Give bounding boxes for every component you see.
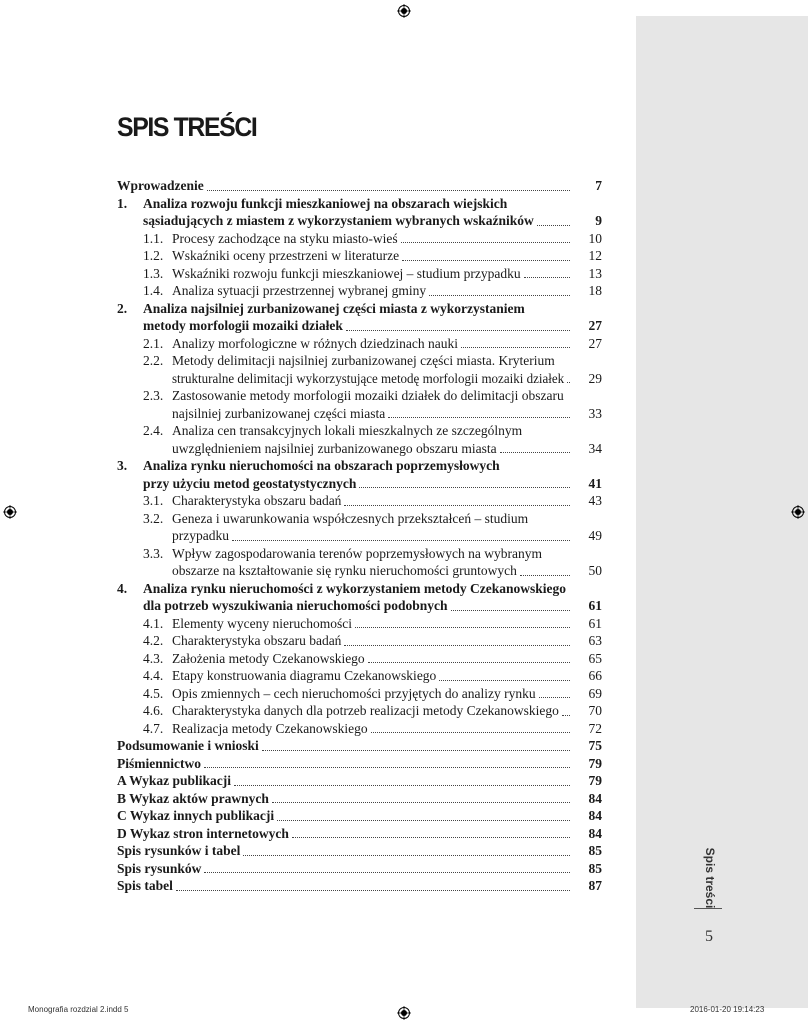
toc-entry[interactable] bbox=[117, 650, 602, 668]
toc-entry-title: metody morfologii mozaiki działek bbox=[143, 318, 343, 333]
dot-leader bbox=[524, 276, 570, 278]
dot-leader bbox=[439, 679, 570, 681]
dot-leader bbox=[232, 539, 570, 541]
page-number: 5 bbox=[705, 928, 713, 945]
toc-entry-page: 65 bbox=[588, 650, 602, 666]
toc-entry-title: Wpływ zagospodarowania terenów poprzemysłowych na wybranym bbox=[172, 545, 543, 561]
toc-entry-number: 2.3. bbox=[143, 388, 164, 403]
dot-leader bbox=[207, 189, 570, 191]
toc-entry-title: Wskaźniki oceny przestrzeni w literaturze bbox=[172, 248, 400, 263]
toc-entry-title: Analizy morfologiczne w różnych dziedzinach nauki bbox=[172, 335, 459, 351]
toc-entry-title: Podsumowanie i wnioski bbox=[117, 738, 259, 753]
toc-entry-page: 10 bbox=[588, 230, 602, 246]
toc-entry[interactable] bbox=[117, 440, 602, 458]
dot-leader bbox=[539, 696, 570, 698]
toc-entry[interactable] bbox=[117, 877, 602, 895]
toc-entry-page: 61 bbox=[588, 615, 602, 631]
registration-mark-icon bbox=[791, 505, 805, 519]
toc-entry-title: najsilniej zurbanizowanej części miasta bbox=[172, 405, 386, 421]
toc-entry[interactable] bbox=[117, 790, 602, 808]
toc-entry-title: dla potrzeb wyszukiwania nieruchomości podobnych bbox=[143, 598, 448, 613]
toc-entry[interactable] bbox=[117, 230, 602, 248]
toc-entry-title: A Wykaz publikacji bbox=[117, 773, 232, 788]
toc-entry-number: 4. bbox=[117, 580, 128, 596]
toc-entry[interactable] bbox=[117, 702, 602, 720]
dot-leader bbox=[388, 416, 570, 418]
toc-entry-page: 72 bbox=[588, 720, 602, 736]
dot-leader bbox=[500, 451, 570, 453]
toc-entry-number: 4.7. bbox=[143, 720, 164, 736]
dot-leader bbox=[204, 766, 570, 768]
toc-entry-number: 3.1. bbox=[143, 493, 164, 508]
toc-entry-page: 13 bbox=[588, 265, 602, 281]
dot-leader bbox=[401, 241, 570, 243]
toc-entry-page: 12 bbox=[588, 248, 602, 263]
toc-entry-number: 4.2. bbox=[143, 633, 164, 648]
toc-entry[interactable] bbox=[117, 825, 602, 843]
dot-leader bbox=[451, 609, 570, 611]
toc-entry-page: 50 bbox=[588, 563, 602, 578]
dot-leader bbox=[520, 574, 570, 576]
toc-entry[interactable] bbox=[117, 807, 602, 825]
footer-timestamp: 2016-01-20 19:14:23 bbox=[690, 1005, 765, 1014]
dot-leader bbox=[359, 486, 570, 488]
toc-entry[interactable] bbox=[117, 212, 602, 230]
toc-entry-title: obszarze na kształtowanie się rynku nieruchomości gruntowych bbox=[172, 563, 517, 578]
toc-entry[interactable] bbox=[117, 317, 602, 335]
toc-entry-title: uwzględnieniem najsilniej zurbanizowanego obszaru miasta bbox=[172, 440, 497, 456]
dot-leader bbox=[346, 329, 570, 331]
dot-leader bbox=[277, 819, 570, 821]
toc-entry-title: B Wykaz aktów prawnych bbox=[117, 790, 269, 806]
toc-entry[interactable] bbox=[117, 475, 602, 493]
toc-entry[interactable] bbox=[117, 562, 602, 580]
toc-entry-title: Opis zmiennych – cech nieruchomości przyjętych do analizy rynku bbox=[172, 685, 536, 701]
toc-entry-page: 69 bbox=[588, 685, 602, 701]
toc-entry[interactable] bbox=[117, 370, 602, 388]
registration-mark-icon bbox=[3, 505, 17, 519]
toc-entry-title: Analiza rynku nieruchomości na obszarach poprzemysłowych bbox=[143, 458, 500, 473]
toc-entry-title: Analiza najsilniej zurbanizowanej części miasta z wykorzystaniem bbox=[143, 300, 525, 316]
toc-entry-page: 29 bbox=[588, 370, 602, 386]
page-title: SPIS TREŚCI bbox=[117, 112, 257, 142]
toc-entry-page: 63 bbox=[588, 633, 602, 648]
toc-entry-page: 18 bbox=[588, 283, 602, 298]
toc-entry[interactable] bbox=[117, 737, 602, 755]
toc-entry-number: 4.1. bbox=[143, 615, 164, 631]
sidebar-label-text: Spis treści bbox=[703, 847, 717, 909]
toc-entry[interactable] bbox=[117, 527, 602, 545]
toc-entry[interactable] bbox=[117, 335, 602, 353]
dot-leader bbox=[429, 294, 570, 296]
toc-entry-page: 85 bbox=[588, 860, 602, 876]
footer-file-name: Monografia rozdzial 2.indd 5 bbox=[28, 1005, 129, 1014]
toc-entry-title: Realizacja metody Czekanowskiego bbox=[172, 720, 368, 736]
toc-entry[interactable] bbox=[117, 580, 602, 598]
toc-entry[interactable] bbox=[117, 755, 602, 773]
toc-entry[interactable] bbox=[117, 772, 602, 790]
dot-leader bbox=[461, 346, 570, 348]
table-of-contents bbox=[117, 177, 602, 895]
toc-entry-number: 3. bbox=[117, 458, 128, 473]
toc-entry[interactable] bbox=[117, 615, 602, 633]
toc-entry-title: przypadku bbox=[172, 528, 229, 543]
page-sidebar bbox=[636, 16, 808, 1008]
dot-leader bbox=[272, 801, 570, 803]
toc-entry[interactable] bbox=[117, 632, 602, 650]
toc-entry-page: 27 bbox=[588, 335, 602, 351]
toc-entry-number: 1. bbox=[117, 195, 128, 211]
toc-entry-title: sąsiadujących z miastem z wykorzystaniem wybranych wskaźników bbox=[143, 213, 534, 228]
toc-entry[interactable] bbox=[117, 457, 602, 475]
toc-entry-title: Spis rysunków i tabel bbox=[117, 843, 241, 858]
toc-entry-number: 4.3. bbox=[143, 650, 164, 666]
toc-entry-page: 70 bbox=[588, 703, 602, 718]
toc-entry-title: Elementy wyceny nieruchomości bbox=[172, 615, 352, 631]
toc-entry-page: 84 bbox=[588, 808, 602, 823]
toc-entry[interactable] bbox=[117, 300, 602, 318]
toc-entry-title: Spis rysunków bbox=[117, 860, 202, 876]
toc-entry[interactable] bbox=[117, 387, 602, 405]
toc-entry-page: 66 bbox=[588, 668, 602, 683]
toc-entry-title: Zastosowanie metody morfologii mozaiki działek do delimitacji obszaru bbox=[172, 388, 564, 403]
dot-leader bbox=[368, 661, 570, 663]
dot-leader bbox=[204, 871, 570, 873]
toc-entry-number: 2.4. bbox=[143, 423, 164, 438]
toc-entry-title: Spis tabel bbox=[117, 878, 173, 893]
dot-leader bbox=[344, 644, 570, 646]
dot-leader bbox=[567, 381, 570, 383]
registration-mark-icon bbox=[397, 4, 411, 18]
toc-entry-number: 1.3. bbox=[143, 265, 164, 281]
toc-entry[interactable] bbox=[117, 265, 602, 283]
toc-entry-page: 85 bbox=[588, 843, 602, 858]
toc-entry[interactable] bbox=[117, 667, 602, 685]
dot-leader bbox=[344, 504, 570, 506]
toc-entry-title: Etapy konstruowania diagramu Czekanowskiego bbox=[172, 668, 437, 683]
dot-leader bbox=[562, 714, 570, 716]
registration-mark-icon bbox=[397, 1006, 411, 1020]
toc-entry-number: 4.4. bbox=[143, 668, 164, 683]
toc-entry-number: 4.5. bbox=[143, 685, 164, 701]
toc-entry-title: Charakterystyka obszaru badań bbox=[172, 633, 342, 648]
toc-entry-page: 33 bbox=[588, 405, 602, 421]
toc-entry-title: Wprowadzenie bbox=[117, 178, 204, 193]
toc-entry-title: Analiza rynku nieruchomości z wykorzystaniem metody Czekanowskiego bbox=[143, 580, 566, 596]
toc-entry-number: 3.2. bbox=[143, 510, 164, 526]
dot-leader bbox=[262, 749, 570, 751]
toc-entry[interactable] bbox=[117, 510, 602, 528]
toc-entry[interactable] bbox=[117, 597, 602, 615]
toc-entry-title: Piśmiennictwo bbox=[117, 755, 201, 771]
toc-entry-page: 84 bbox=[588, 790, 602, 806]
toc-entry[interactable] bbox=[117, 860, 602, 878]
toc-entry[interactable] bbox=[117, 247, 602, 265]
toc-entry-page: 34 bbox=[588, 440, 602, 456]
toc-entry[interactable] bbox=[117, 842, 602, 860]
toc-entry[interactable] bbox=[117, 282, 602, 300]
toc-entry-page: 79 bbox=[588, 773, 602, 788]
toc-entry-page: 84 bbox=[588, 825, 602, 841]
dot-leader bbox=[243, 854, 570, 856]
sidebar-section-label bbox=[703, 847, 717, 909]
toc-entry-number: 1.4. bbox=[143, 283, 164, 298]
sidebar-divider bbox=[694, 908, 722, 909]
toc-entry-number: 2.1. bbox=[143, 335, 164, 351]
toc-entry-page: 75 bbox=[588, 738, 602, 753]
toc-entry-page: 61 bbox=[588, 598, 602, 613]
dot-leader bbox=[537, 224, 570, 226]
dot-leader bbox=[234, 784, 570, 786]
toc-entry[interactable] bbox=[117, 195, 602, 213]
toc-entry-page: 7 bbox=[595, 178, 602, 193]
toc-entry-page: 43 bbox=[588, 493, 602, 508]
dot-leader bbox=[292, 836, 570, 838]
toc-entry[interactable] bbox=[117, 177, 602, 195]
toc-entry-number: 2. bbox=[117, 300, 128, 316]
toc-entry-title: przy użyciu metod geostatystycznych bbox=[143, 475, 357, 491]
toc-entry[interactable] bbox=[117, 405, 602, 423]
toc-entry[interactable] bbox=[117, 352, 602, 370]
toc-entry-number: 4.6. bbox=[143, 703, 164, 718]
toc-entry-number: 1.1. bbox=[143, 230, 164, 246]
toc-entry-title: Charakterystyka obszaru badań bbox=[172, 493, 342, 508]
toc-entry[interactable] bbox=[117, 720, 602, 738]
dot-leader bbox=[402, 259, 570, 261]
toc-entry-title: C Wykaz innych publikacji bbox=[117, 808, 275, 823]
toc-entry-title: Charakterystyka danych dla potrzeb realizacji metody Czekanowskiego bbox=[172, 703, 559, 718]
toc-entry-title: D Wykaz stron internetowych bbox=[117, 825, 289, 841]
toc-entry[interactable] bbox=[117, 492, 602, 510]
dot-leader bbox=[371, 731, 570, 733]
dot-leader bbox=[355, 626, 570, 628]
dot-leader bbox=[176, 889, 570, 891]
toc-entry-page: 41 bbox=[588, 475, 602, 491]
toc-entry-title: Analiza sytuacji przestrzennej wybranej gminy bbox=[172, 283, 427, 298]
toc-entry-title: Założenia metody Czekanowskiego bbox=[172, 650, 365, 666]
toc-entry-title: Procesy zachodzące na styku miasto-wieś bbox=[172, 230, 398, 246]
toc-entry-number: 1.2. bbox=[143, 248, 164, 263]
toc-entry-title: Analiza cen transakcyjnych lokali mieszkalnych ze szczególnym bbox=[172, 423, 523, 438]
toc-entry-title: Metody delimitacji najsilniej zurbanizowanej części miasta. Kryterium bbox=[172, 353, 555, 368]
toc-entry-page: 49 bbox=[588, 528, 602, 543]
toc-entry-title: Analiza rozwoju funkcji mieszkaniowej na obszarach wiejskich bbox=[143, 195, 508, 211]
toc-entry-number: 3.3. bbox=[143, 545, 164, 561]
toc-entry-title: strukturalne delimitacji wykorzystujące metodę morfologii mozaiki działek bbox=[172, 370, 565, 386]
toc-entry[interactable] bbox=[117, 422, 602, 440]
toc-entry-title: Geneza i uwarunkowania współczesnych przekształceń – studium bbox=[172, 510, 529, 526]
toc-entry-title: Wskaźniki rozwoju funkcji mieszkaniowej – studium przypadku bbox=[172, 265, 521, 281]
toc-entry[interactable] bbox=[117, 545, 602, 563]
toc-entry-page: 27 bbox=[588, 318, 602, 333]
toc-entry-page: 87 bbox=[588, 878, 602, 893]
toc-entry-page: 9 bbox=[595, 213, 602, 228]
toc-entry[interactable] bbox=[117, 685, 602, 703]
toc-entry-number: 2.2. bbox=[143, 353, 164, 368]
toc-entry-page: 79 bbox=[588, 755, 602, 771]
